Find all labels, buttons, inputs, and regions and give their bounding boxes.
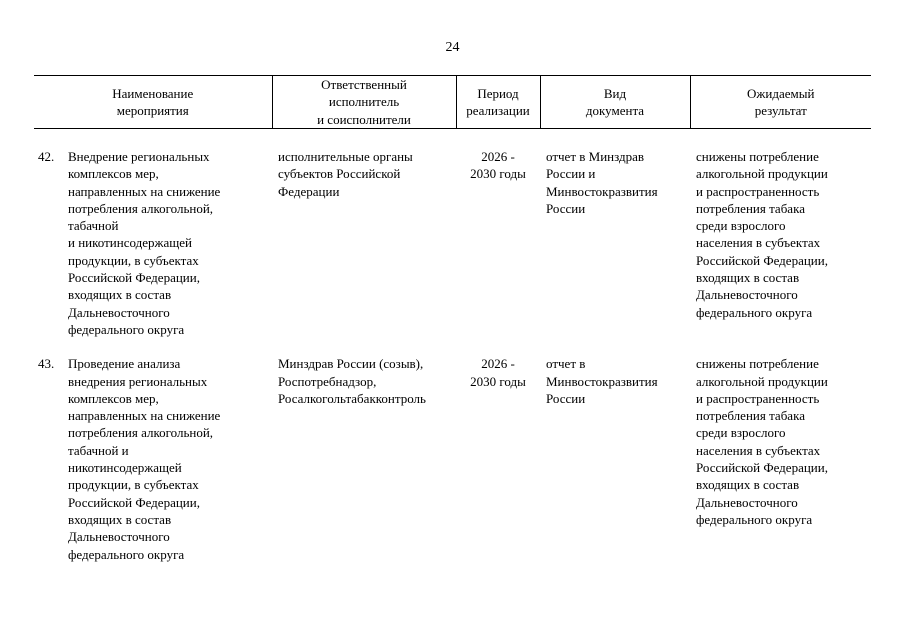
cell-period: 2026 - 2030 годы [470, 149, 526, 182]
cell-name [34, 148, 272, 355]
header-result: Ожидаемый результат [690, 76, 871, 129]
measures-table [34, 75, 871, 580]
cell-document: отчет в Минвостокразвития России [546, 356, 658, 406]
table-body [34, 129, 871, 580]
spacer-cell [34, 129, 871, 149]
header-row [34, 76, 871, 129]
header-name: Наименование мероприятия [34, 76, 272, 129]
cell-executor: исполнительные органы субъектов Российской Федерации [278, 149, 413, 199]
cell-name-wrap [34, 148, 272, 338]
row-number: 43. [38, 356, 55, 372]
cell-name-wrap [34, 355, 272, 563]
cell-result: снижены потребление алкогольной продукции и распространенность потребления табака среди взрослого населения в субъектах Российской Федерации, входящих в состав Дальневосточного федерального округа [696, 149, 828, 320]
page-number: 24 [445, 40, 460, 55]
cell-period: 2026 - 2030 годы [470, 356, 526, 389]
cell-document: отчет в Минздрав России и Минвостокразвития России [546, 149, 658, 216]
cell-result: снижены потребление алкогольной продукции и распространенность потребления табака среди взрослого населения в субъектах Российской Федерации, входящих в состав Дальневосточного федерального округа [696, 356, 828, 527]
cell-executor: Минздрав России (созыв), Роспотребнадзор, Росалкогольтабакконтроль [278, 356, 426, 406]
row-name: Внедрение региональных комплексов мер, направленных на снижение потребления алкогольной, табачной и никотинсодержащей продукции, в субъектах Российской Федерации, входящих в состав Дальневосточного федерального округа [68, 149, 221, 337]
table-row [34, 148, 871, 355]
row-number: 42. [38, 149, 55, 164]
spacer-row [34, 129, 871, 149]
cell-name [34, 355, 272, 580]
table-row [34, 355, 871, 580]
header-executor: Ответственный исполнитель и соисполнители [272, 76, 456, 129]
table-header [34, 76, 871, 129]
header-period: Период реализации [456, 76, 540, 129]
row-name: Проведение анализа внедрения региональных комплексов мер, направленных на снижение потребления алкогольной, табачной и никотинсодержащей продукции, в субъектах Российской Федерации, входящих в состав Дальневосточного федерального округа [68, 356, 221, 562]
header-document: Вид документа [540, 76, 690, 129]
